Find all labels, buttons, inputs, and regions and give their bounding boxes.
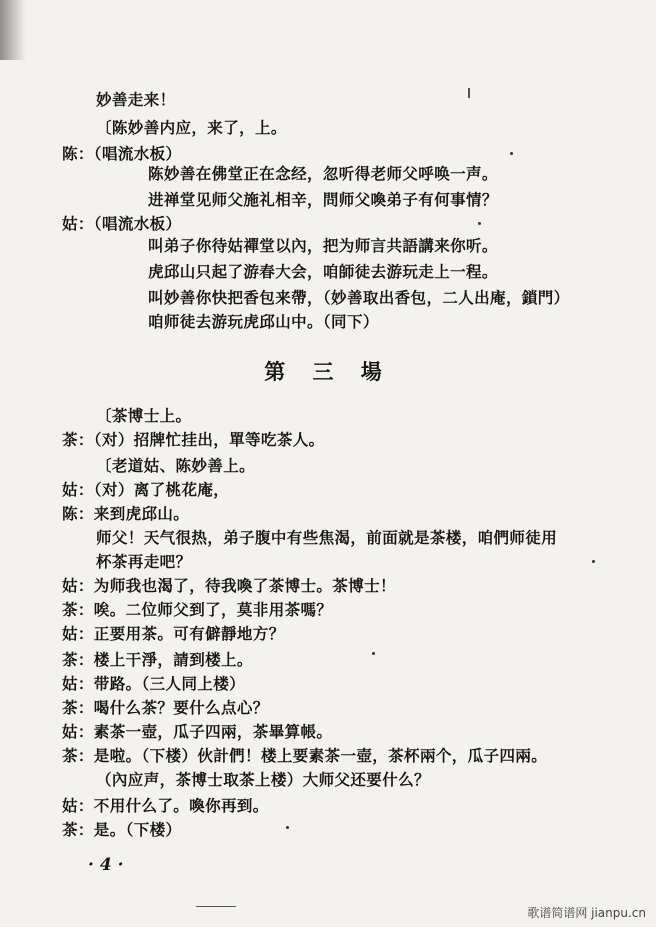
dialogue-line: 师父！天气很热，弟子腹中有些焦渴，前面就是茶楼，咱們师徒用 <box>96 528 558 547</box>
dialogue-line: 姑：正要用茶。可有僻靜地方？ <box>62 624 285 643</box>
stage-direction: 〔陈妙善内应，来了，上。 <box>96 118 287 137</box>
dialogue-line: 陈：来到虎邱山。 <box>62 504 190 523</box>
verse-line: 虎邱山只起了游春大会，咱師徒去游玩走上一程。 <box>148 262 498 281</box>
verse-line: 进禅堂见师父施礼相辛，問师父喚弟子有何事情？ <box>148 190 498 209</box>
dialogue-line: 茶：（对）招牌忙挂出，單等吃茶人。 <box>62 430 325 449</box>
page-edge-shadow <box>0 0 26 60</box>
watermark: 歌谱简谱网 jianpu.cn <box>527 906 646 920</box>
dialogue-line: 茶：楼上干淨，請到楼上。 <box>62 650 253 669</box>
print-speck <box>478 222 481 225</box>
print-scratch <box>196 906 236 907</box>
text-line: 妙善走来！ <box>96 90 176 109</box>
dialogue-line: 姑：带路。（三人同上楼） <box>62 674 246 693</box>
page-number: · 4 · <box>88 855 124 875</box>
print-speck <box>592 560 595 563</box>
print-speck <box>372 652 375 655</box>
verse-line: 叫弟子你待姑禪堂以內，把为师言共語講来你听。 <box>148 236 498 255</box>
verse-line: 叫妙善你快把香包来帶，（妙善取出香包，二人出庵，鎖門） <box>148 288 570 307</box>
print-speck <box>510 152 513 155</box>
stage-direction: 〔老道姑、陈妙善上。 <box>96 456 256 475</box>
scene-heading: 第 三 場 <box>264 359 392 384</box>
dialogue-line: 姑：（对）离了桃花庵， <box>62 480 230 499</box>
dialogue-line: 杯茶再走吧？ <box>96 552 192 571</box>
dialogue-line: 姑：为师我也渴了，待我喚了茶博士。茶博士！ <box>62 576 396 595</box>
print-scratch <box>468 88 470 98</box>
dialogue-line: 姑：素茶一壺，瓜子四兩，茶畢算帳。 <box>62 722 333 741</box>
dialogue-line: 茶：唉。二位师父到了，莫非用茶嗎？ <box>62 600 333 619</box>
speaker-line: 陈：（唱流水板） <box>62 144 182 163</box>
dialogue-line: 茶：喝什么茶？要什么点心？ <box>62 698 269 717</box>
dialogue-line: 姑：不用什么了。喚你再到。 <box>62 796 269 815</box>
dialogue-line: 茶：是啦。（下楼）伙計們！楼上要素茶一壺，茶杯兩个，瓜子四兩。 <box>62 746 548 765</box>
stage-direction: （內应声，茶博士取茶上楼）大师父还要什么？ <box>96 770 430 789</box>
print-speck <box>286 826 289 829</box>
verse-line: 咱师徒去游玩虎邱山中。（同下） <box>148 312 379 331</box>
stage-direction: 〔茶博士上。 <box>96 406 192 425</box>
dialogue-line: 茶：是。（下楼） <box>62 820 182 839</box>
verse-line: 陈妙善在佛堂正在念经，忽听得老师父呼唤一声。 <box>148 164 498 183</box>
speaker-line: 姑：（唱流水板） <box>62 214 182 233</box>
